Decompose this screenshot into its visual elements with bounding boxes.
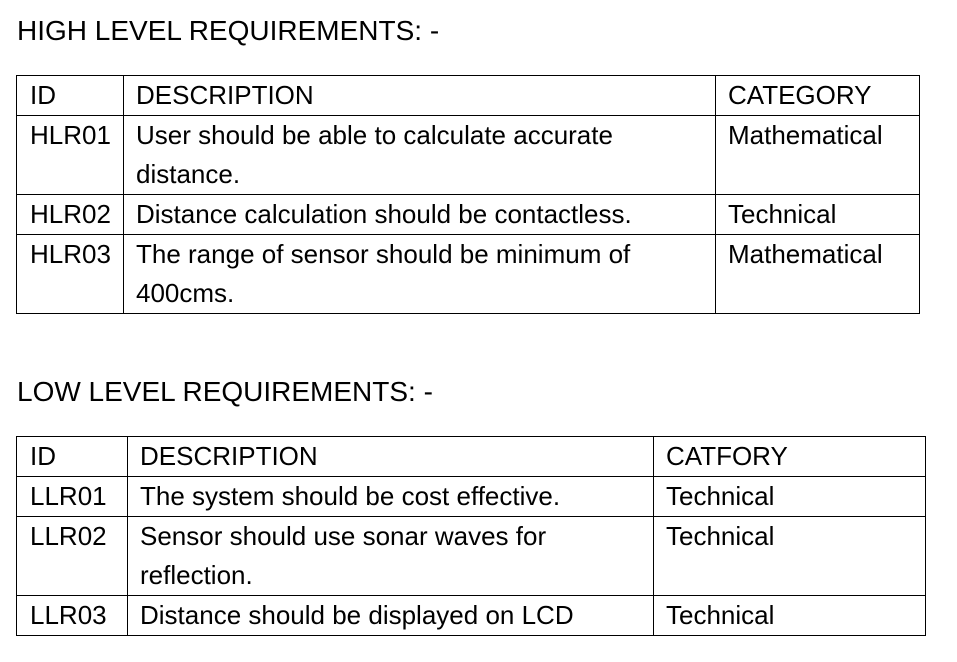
requirement-description: Distance should be displayed on LCD [128,596,654,636]
requirement-description: Sensor should use sonar waves for reflection. [128,517,654,596]
requirement-description: The system should be cost effective. [128,477,654,517]
high-level-requirements-table [16,75,920,314]
requirement-description: The range of sensor should be minimum of 400cms. [124,235,716,314]
table-row [17,517,926,596]
id-column-header: ID [17,437,128,477]
description-column-header: DESCRIPTION [128,437,654,477]
requirement-id: HLR02 [17,195,124,235]
description-column-header: DESCRIPTION [124,76,716,116]
requirement-id: HLR03 [17,235,124,314]
id-column-header: ID [17,76,124,116]
requirement-id: LLR03 [17,596,128,636]
table-row [17,477,926,517]
table-header-row [17,76,920,116]
table-row [17,235,920,314]
requirement-id: HLR01 [17,116,124,195]
low-level-requirements-heading: LOW LEVEL REQUIREMENTS: - [17,376,433,407]
requirement-description: User should be able to calculate accurate distance. [124,116,716,195]
category-column-header: CATEGORY [716,76,920,116]
table-header-row [17,437,926,477]
requirement-id: LLR01 [17,477,128,517]
high-level-requirements-heading: HIGH LEVEL REQUIREMENTS: - [17,15,440,46]
requirement-description: Distance calculation should be contactless. [124,195,716,235]
requirement-category: Technical [654,477,926,517]
requirement-category: Technical [654,517,926,596]
requirement-category: Mathematical [716,235,920,314]
table-row [17,195,920,235]
requirement-id: LLR02 [17,517,128,596]
requirement-category: Technical [716,195,920,235]
category-column-header: CATFORY [654,437,926,477]
requirement-category: Mathematical [716,116,920,195]
low-level-requirements-table [16,436,926,636]
table-row [17,596,926,636]
requirement-category: Technical [654,596,926,636]
table-row [17,116,920,195]
